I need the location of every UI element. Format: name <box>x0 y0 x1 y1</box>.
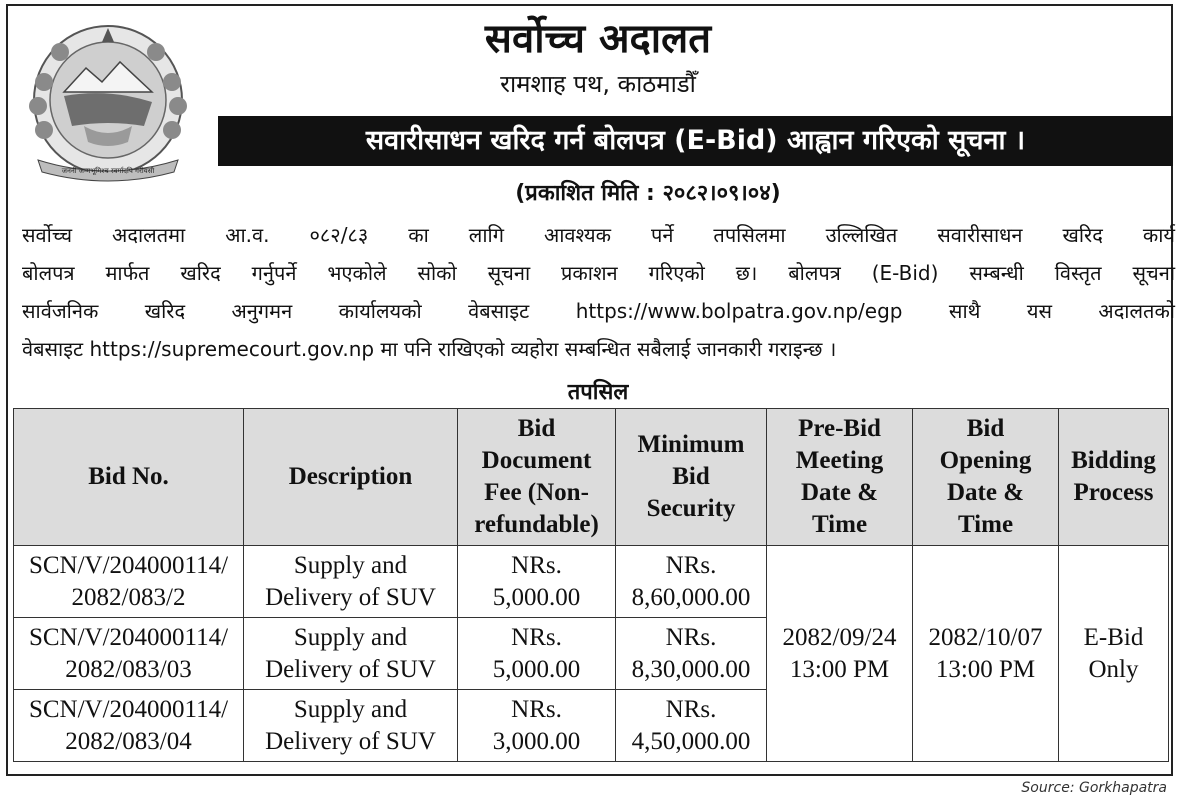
cell-bid-no <box>14 618 244 690</box>
emblem-motto: जननी जन्मभूमिश्च स्वर्गादपि गरीयसी <box>61 167 155 175</box>
table-row <box>14 546 1169 618</box>
header-line: Time <box>957 511 1014 538</box>
cell-line: E-Bid <box>1083 623 1144 651</box>
cell-line: Delivery of SUV <box>265 727 436 755</box>
source-credit: Source: Gorkhapatra <box>1021 780 1167 796</box>
header-line: refundable) <box>474 511 599 538</box>
table-header-row <box>14 409 1169 546</box>
header-line: Bid <box>517 415 556 442</box>
published-date: (प्रकाशित मिति : २०८२।०९।०४) <box>515 181 781 206</box>
cell-line: SCN/V/204000114/ <box>28 695 229 723</box>
cell-line: Supply and <box>293 551 408 579</box>
header-line: Minimum <box>637 431 745 458</box>
cell-bidding-process <box>1059 546 1169 762</box>
cell-line: Delivery of SUV <box>265 655 436 683</box>
cell-bid-security <box>616 618 767 690</box>
cell-line: NRs. <box>665 623 717 651</box>
cell-line: 2082/083/04 <box>65 727 192 755</box>
cell-bid-no <box>14 546 244 618</box>
col-document-fee <box>458 409 616 546</box>
notice-title: सवारीसाधन खरिद गर्न बोलपत्र (E-Bid) आह्वान गरिएको सूचना । <box>218 116 1173 166</box>
col-bid-opening <box>913 409 1059 546</box>
cell-line: 4,50,000.00 <box>631 727 751 755</box>
cell-document-fee <box>458 546 616 618</box>
court-name: सर्वोच्च अदालत <box>484 16 712 62</box>
cell-line: NRs. <box>511 551 562 579</box>
header-line: Pre-Bid <box>798 415 881 442</box>
body-line: सर्वोच्च अदालतमा आ.व. ०८२/८३ का लागि आवश्यक पर्ने तपसिलमा उल्लिखित सवारीसाधन खरिद कार्य <box>22 223 1175 247</box>
cell-document-fee <box>458 690 616 762</box>
notice-body <box>22 216 1175 368</box>
cell-line: 5,000.00 <box>492 655 581 683</box>
cell-line: Supply and <box>293 695 408 723</box>
header-line: Fee (Non- <box>484 479 589 506</box>
cell-line: 13:00 PM <box>935 655 1036 683</box>
cell-line: 8,60,000.00 <box>631 583 751 611</box>
cell-line: SCN/V/204000114/ <box>28 623 229 651</box>
body-line: सार्वजनिक खरिद अनुगमन कार्यालयको वेबसाइट https://www.bolpatra.gov.np/egp साथै यस अदालतको <box>22 299 1175 323</box>
cell-line: 2082/083/2 <box>71 583 186 611</box>
cell-bid-security <box>616 546 767 618</box>
cell-line: Only <box>1088 655 1139 683</box>
col-description: Description <box>244 409 458 546</box>
header-line: Security <box>646 495 736 522</box>
header-line: Meeting <box>795 447 884 474</box>
nepal-emblem-icon <box>24 22 192 184</box>
cell-description <box>244 546 458 618</box>
cell-line: 13:00 PM <box>789 655 890 683</box>
cell-prebid-meeting <box>767 546 913 762</box>
cell-line: NRs. <box>511 695 562 723</box>
body-line: बोलपत्र मार्फत खरिद गर्नुपर्ने भएकोले सोको सूचना प्रकाशन गरिएको छ। बोलपत्र (E-Bid) सम्बन्धी विस्तृत सूचना <box>22 261 1175 285</box>
court-address: रामशाह पथ, काठमाडौँ <box>500 70 696 98</box>
cell-line: NRs. <box>665 695 717 723</box>
cell-line: 3,000.00 <box>492 727 581 755</box>
cell-line: 2082/10/07 <box>928 623 1043 651</box>
header-line: Bid <box>672 463 710 490</box>
header-line: Date & <box>800 479 879 506</box>
cell-line: 5,000.00 <box>492 583 581 611</box>
header-line: Process <box>1073 479 1154 506</box>
body-line: वेबसाइट https://supremecourt.gov.np मा पनि राखिएको व्यहोरा सम्बन्धित सबैलाई जानकारी गराइन्छ । <box>22 337 837 361</box>
cell-line: Supply and <box>293 623 408 651</box>
cell-line: SCN/V/204000114/ <box>28 551 229 579</box>
cell-description <box>244 618 458 690</box>
header-line: Bidding <box>1071 447 1156 474</box>
cell-line: NRs. <box>511 623 562 651</box>
header-line: Document <box>481 447 592 474</box>
cell-document-fee <box>458 618 616 690</box>
cell-line: 2082/083/03 <box>65 655 192 683</box>
cell-line: 2082/09/24 <box>782 623 897 651</box>
schedule-heading: तपसिल <box>567 380 629 405</box>
cell-bid-opening <box>913 546 1059 762</box>
cell-line: NRs. <box>665 551 717 579</box>
cell-bid-security <box>616 690 767 762</box>
cell-bid-no <box>14 690 244 762</box>
cell-line: Delivery of SUV <box>265 583 436 611</box>
col-bid-security <box>616 409 767 546</box>
header-line: Date & <box>946 479 1025 506</box>
header-line: Time <box>811 511 868 538</box>
header-line: Bid <box>966 415 1005 442</box>
bid-schedule-table <box>13 408 1169 762</box>
col-bidding-process <box>1059 409 1169 546</box>
header-line: Opening <box>939 447 1032 474</box>
col-bid-no: Bid No. <box>14 409 244 546</box>
col-prebid-meeting <box>767 409 913 546</box>
cell-description <box>244 690 458 762</box>
cell-line: 8,30,000.00 <box>631 655 751 683</box>
